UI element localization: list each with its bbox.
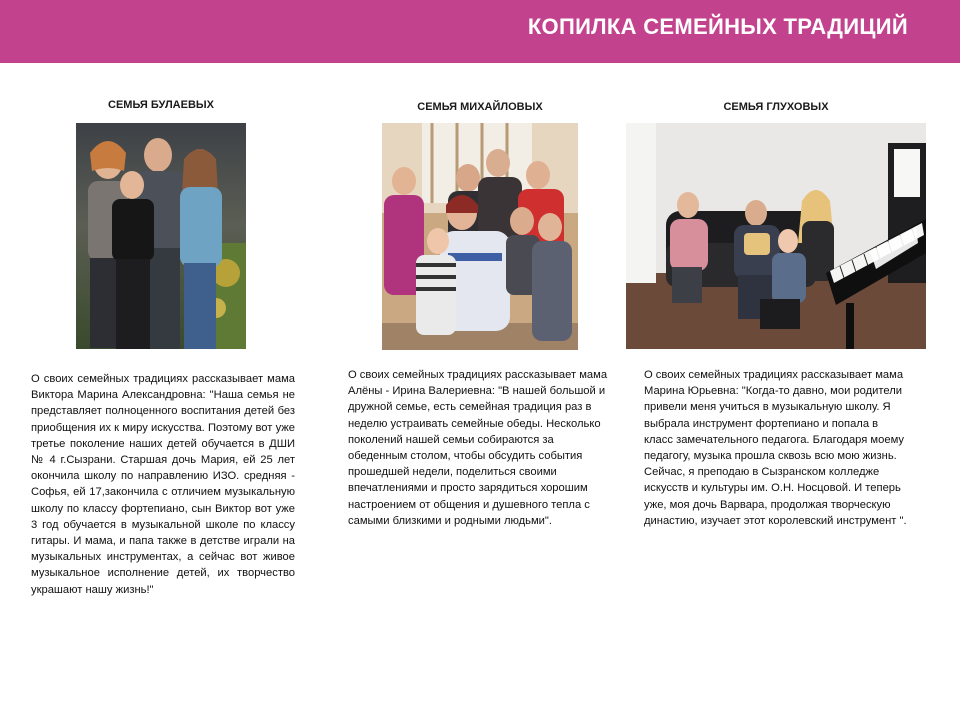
family-story-mikhaylovy: О своих семейных традициях рассказывает мама Алёны - Ирина Валериевна: "В нашей большой и дружной семье, есть семейная традиция раз в неделю устраивать семейные обеды. Несколько поколений нашей семьи собираются за обеденным столом, чтобы обсудить события прошедшей недели, поделиться своими впечатлениями и просто зарядиться хорошим настроением от общения и душевного тепла с самыми близкими и родными людьми". bbox=[348, 369, 608, 527]
page-title: КОПИЛКА СЕМЕЙНЫХ ТРАДИЦИЙ bbox=[527, 14, 908, 39]
family-title-bulaevy: СЕМЬЯ БУЛАЕВЫХ bbox=[108, 99, 214, 111]
family-story-glukhovy: О своих семейных традициях рассказывает мама Марина Юрьевна: "Когда-то давно, мои родители привели меня учиться в музыкальную школу. Я выбрала инструмент фортепиано и попала в класс замечательного педагога. Благодаря моему педагогу, музыка прошла сквозь всю мою жизнь. Сейчас, я преподаю в Сызранском колледже искусств и культуры им. О.Н. Носцовой. И теперь уже, моя дочь Варвара, продолжая творческую династию, изучает этот королевский инструмент ". bbox=[644, 369, 907, 527]
family-photo-mikhaylovy bbox=[382, 123, 578, 350]
family-title-mikhaylovy: СЕМЬЯ МИХАЙЛОВЫХ bbox=[417, 101, 543, 113]
family-photo-glukhovy bbox=[626, 123, 926, 349]
family-story-bulaevy: О своих семейных традициях рассказывает мама Виктора Марина Александровна: "Наша семья не представляет полноценного воспитания детей без приобщения их к миру искусства. Поэтому вот уже третье поколение наших детей обучается в ДШИ № 4 г.Сызрани. Старшая дочь Мария, ей 25 лет окончила школу по направлению ИЗО. средняя - Софья, ей 17,закончила с отличием музыкальную школу по классу фортепиано, сын Виктор вот уже 3 год обучается в музыкальной школе по классу гитары. И мама, и папа также в детстве играли на музыкальных инструментах, а сейчас вот живое музыкальное исполнение детей, их творчество украшают нашу жизнь!" bbox=[31, 373, 295, 596]
family-photo-bulaevy bbox=[76, 123, 246, 349]
family-title-glukhovy: СЕМЬЯ ГЛУХОВЫХ bbox=[723, 101, 829, 113]
header-bar bbox=[0, 0, 960, 63]
